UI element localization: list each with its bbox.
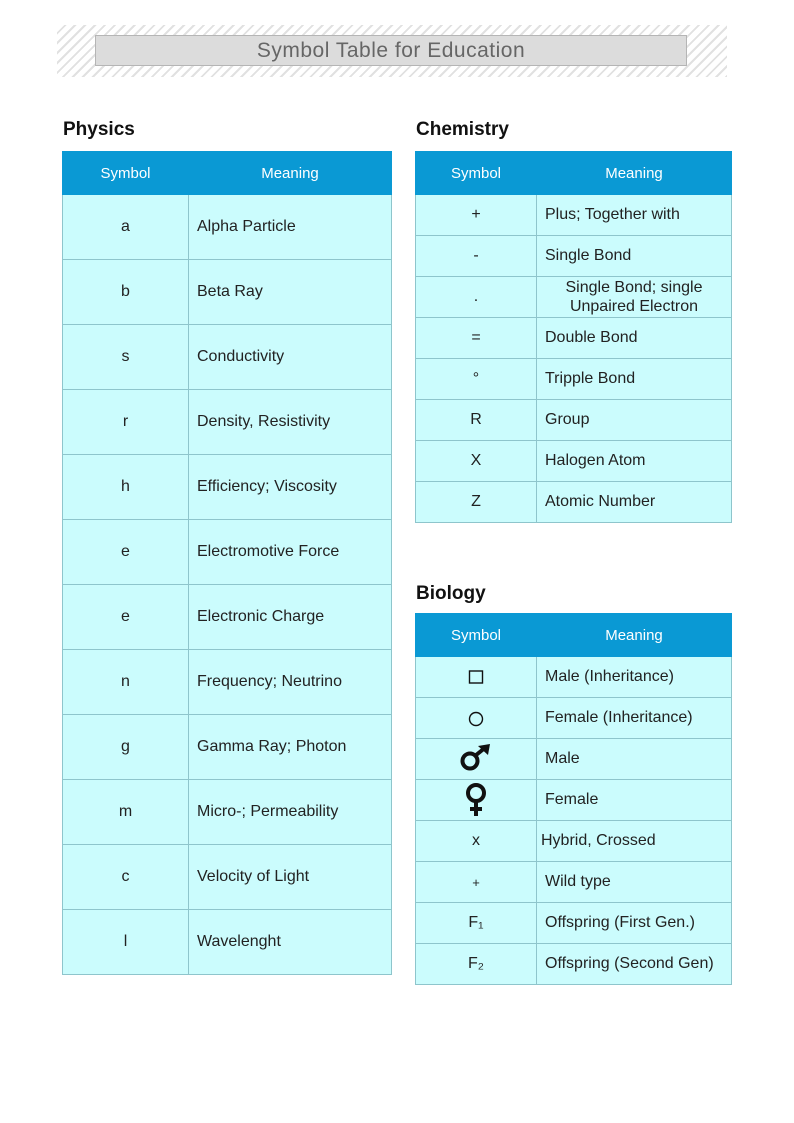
symbol-cell: X — [416, 441, 537, 482]
table-row — [416, 780, 732, 821]
meaning-cell: Double Bond — [537, 318, 732, 359]
page-title: Symbol Table for Education — [95, 35, 687, 66]
symbol-cell — [416, 739, 537, 780]
biology-title: Biology — [416, 583, 486, 604]
symbol-cell: + — [416, 195, 537, 236]
table-header-row — [416, 152, 732, 195]
meaning-cell: Male — [537, 739, 732, 780]
meaning-cell: Offspring (First Gen.) — [537, 903, 732, 944]
table-row — [416, 236, 732, 277]
table-row — [63, 390, 392, 455]
symbol-cell — [416, 780, 537, 821]
column-header-meaning: Meaning — [537, 614, 732, 657]
symbol-cell: e — [63, 585, 189, 650]
table-row — [63, 455, 392, 520]
table-row — [63, 910, 392, 975]
meaning-cell: Efficiency; Viscosity — [189, 455, 392, 520]
symbol-cell: l — [63, 910, 189, 975]
column-header-symbol: Symbol — [63, 152, 189, 195]
symbol-cell: m — [63, 780, 189, 845]
symbol-cell: F₂ — [416, 944, 537, 985]
symbol-cell: . — [416, 277, 537, 318]
column-header-symbol: Symbol — [416, 152, 537, 195]
symbol-cell: g — [63, 715, 189, 780]
column-header-meaning: Meaning — [189, 152, 392, 195]
meaning-cell: Group — [537, 400, 732, 441]
chemistry-title: Chemistry — [416, 119, 509, 140]
meaning-cell: Offspring (Second Gen) — [537, 944, 732, 985]
table-header-row — [416, 614, 732, 657]
table-row — [63, 195, 392, 260]
table-row — [416, 698, 732, 739]
meaning-cell: Electronic Charge — [189, 585, 392, 650]
table-row — [416, 944, 732, 985]
table-row — [63, 715, 392, 780]
meaning-cell: Density, Resistivity — [189, 390, 392, 455]
column-header-symbol: Symbol — [416, 614, 537, 657]
female-inheritance-circle-icon — [467, 709, 485, 727]
symbol-cell: b — [63, 260, 189, 325]
table-row — [63, 845, 392, 910]
symbol-cell: r — [63, 390, 189, 455]
meaning-cell: Hybrid, Crossed — [537, 821, 732, 862]
table-row — [63, 780, 392, 845]
meaning-cell: Alpha Particle — [189, 195, 392, 260]
meaning-cell: Halogen Atom — [537, 441, 732, 482]
biology-table — [415, 613, 732, 985]
female-symbol-icon — [463, 782, 489, 818]
symbol-cell: h — [63, 455, 189, 520]
table-row — [416, 482, 732, 523]
table-row — [416, 862, 732, 903]
meaning-cell: Micro-; Permeability — [189, 780, 392, 845]
table-row — [416, 318, 732, 359]
table-row — [416, 441, 732, 482]
male-symbol-icon — [458, 744, 494, 774]
meaning-cell: Plus; Together with — [537, 195, 732, 236]
symbol-cell: R — [416, 400, 537, 441]
meaning-cell: Conductivity — [189, 325, 392, 390]
meaning-cell: Tripple Bond — [537, 359, 732, 400]
physics-title: Physics — [63, 119, 135, 140]
meaning-cell: Male (Inheritance) — [537, 657, 732, 698]
symbol-cell: F₁ — [416, 903, 537, 944]
table-row — [63, 260, 392, 325]
symbol-cell: ° — [416, 359, 537, 400]
symbol-cell: x — [416, 821, 537, 862]
symbol-cell: n — [63, 650, 189, 715]
meaning-cell: Wavelenght — [189, 910, 392, 975]
symbol-cell: = — [416, 318, 537, 359]
symbol-cell: c — [63, 845, 189, 910]
meaning-cell: Female — [537, 780, 732, 821]
meaning-cell: Frequency; Neutrino — [189, 650, 392, 715]
table-row — [416, 400, 732, 441]
meaning-cell: Single Bond; single Unpaired Electron — [537, 277, 732, 318]
symbol-cell: a — [63, 195, 189, 260]
table-row — [416, 359, 732, 400]
meaning-cell: Atomic Number — [537, 482, 732, 523]
meaning-cell: Single Bond — [537, 236, 732, 277]
meaning-cell: Beta Ray — [189, 260, 392, 325]
meaning-cell: Wild type — [537, 862, 732, 903]
meaning-cell: Electromotive Force — [189, 520, 392, 585]
symbol-cell: Z — [416, 482, 537, 523]
chemistry-table — [415, 151, 732, 523]
table-row — [416, 277, 732, 318]
table-row — [63, 325, 392, 390]
table-row — [416, 903, 732, 944]
table-row — [63, 585, 392, 650]
table-row — [416, 195, 732, 236]
symbol-cell: e — [63, 520, 189, 585]
meaning-cell: Gamma Ray; Photon — [189, 715, 392, 780]
symbol-cell: + — [416, 862, 537, 903]
physics-table — [62, 151, 392, 975]
symbol-cell: - — [416, 236, 537, 277]
symbol-cell — [416, 698, 537, 739]
table-row — [416, 821, 732, 862]
table-row — [63, 520, 392, 585]
table-row — [416, 739, 732, 780]
column-header-meaning: Meaning — [537, 152, 732, 195]
meaning-cell: Velocity of Light — [189, 845, 392, 910]
table-header-row — [63, 152, 392, 195]
table-row — [416, 657, 732, 698]
meaning-cell: Female (Inheritance) — [537, 698, 732, 739]
symbol-cell — [416, 657, 537, 698]
male-inheritance-square-icon — [468, 669, 484, 685]
symbol-cell: s — [63, 325, 189, 390]
table-row — [63, 650, 392, 715]
